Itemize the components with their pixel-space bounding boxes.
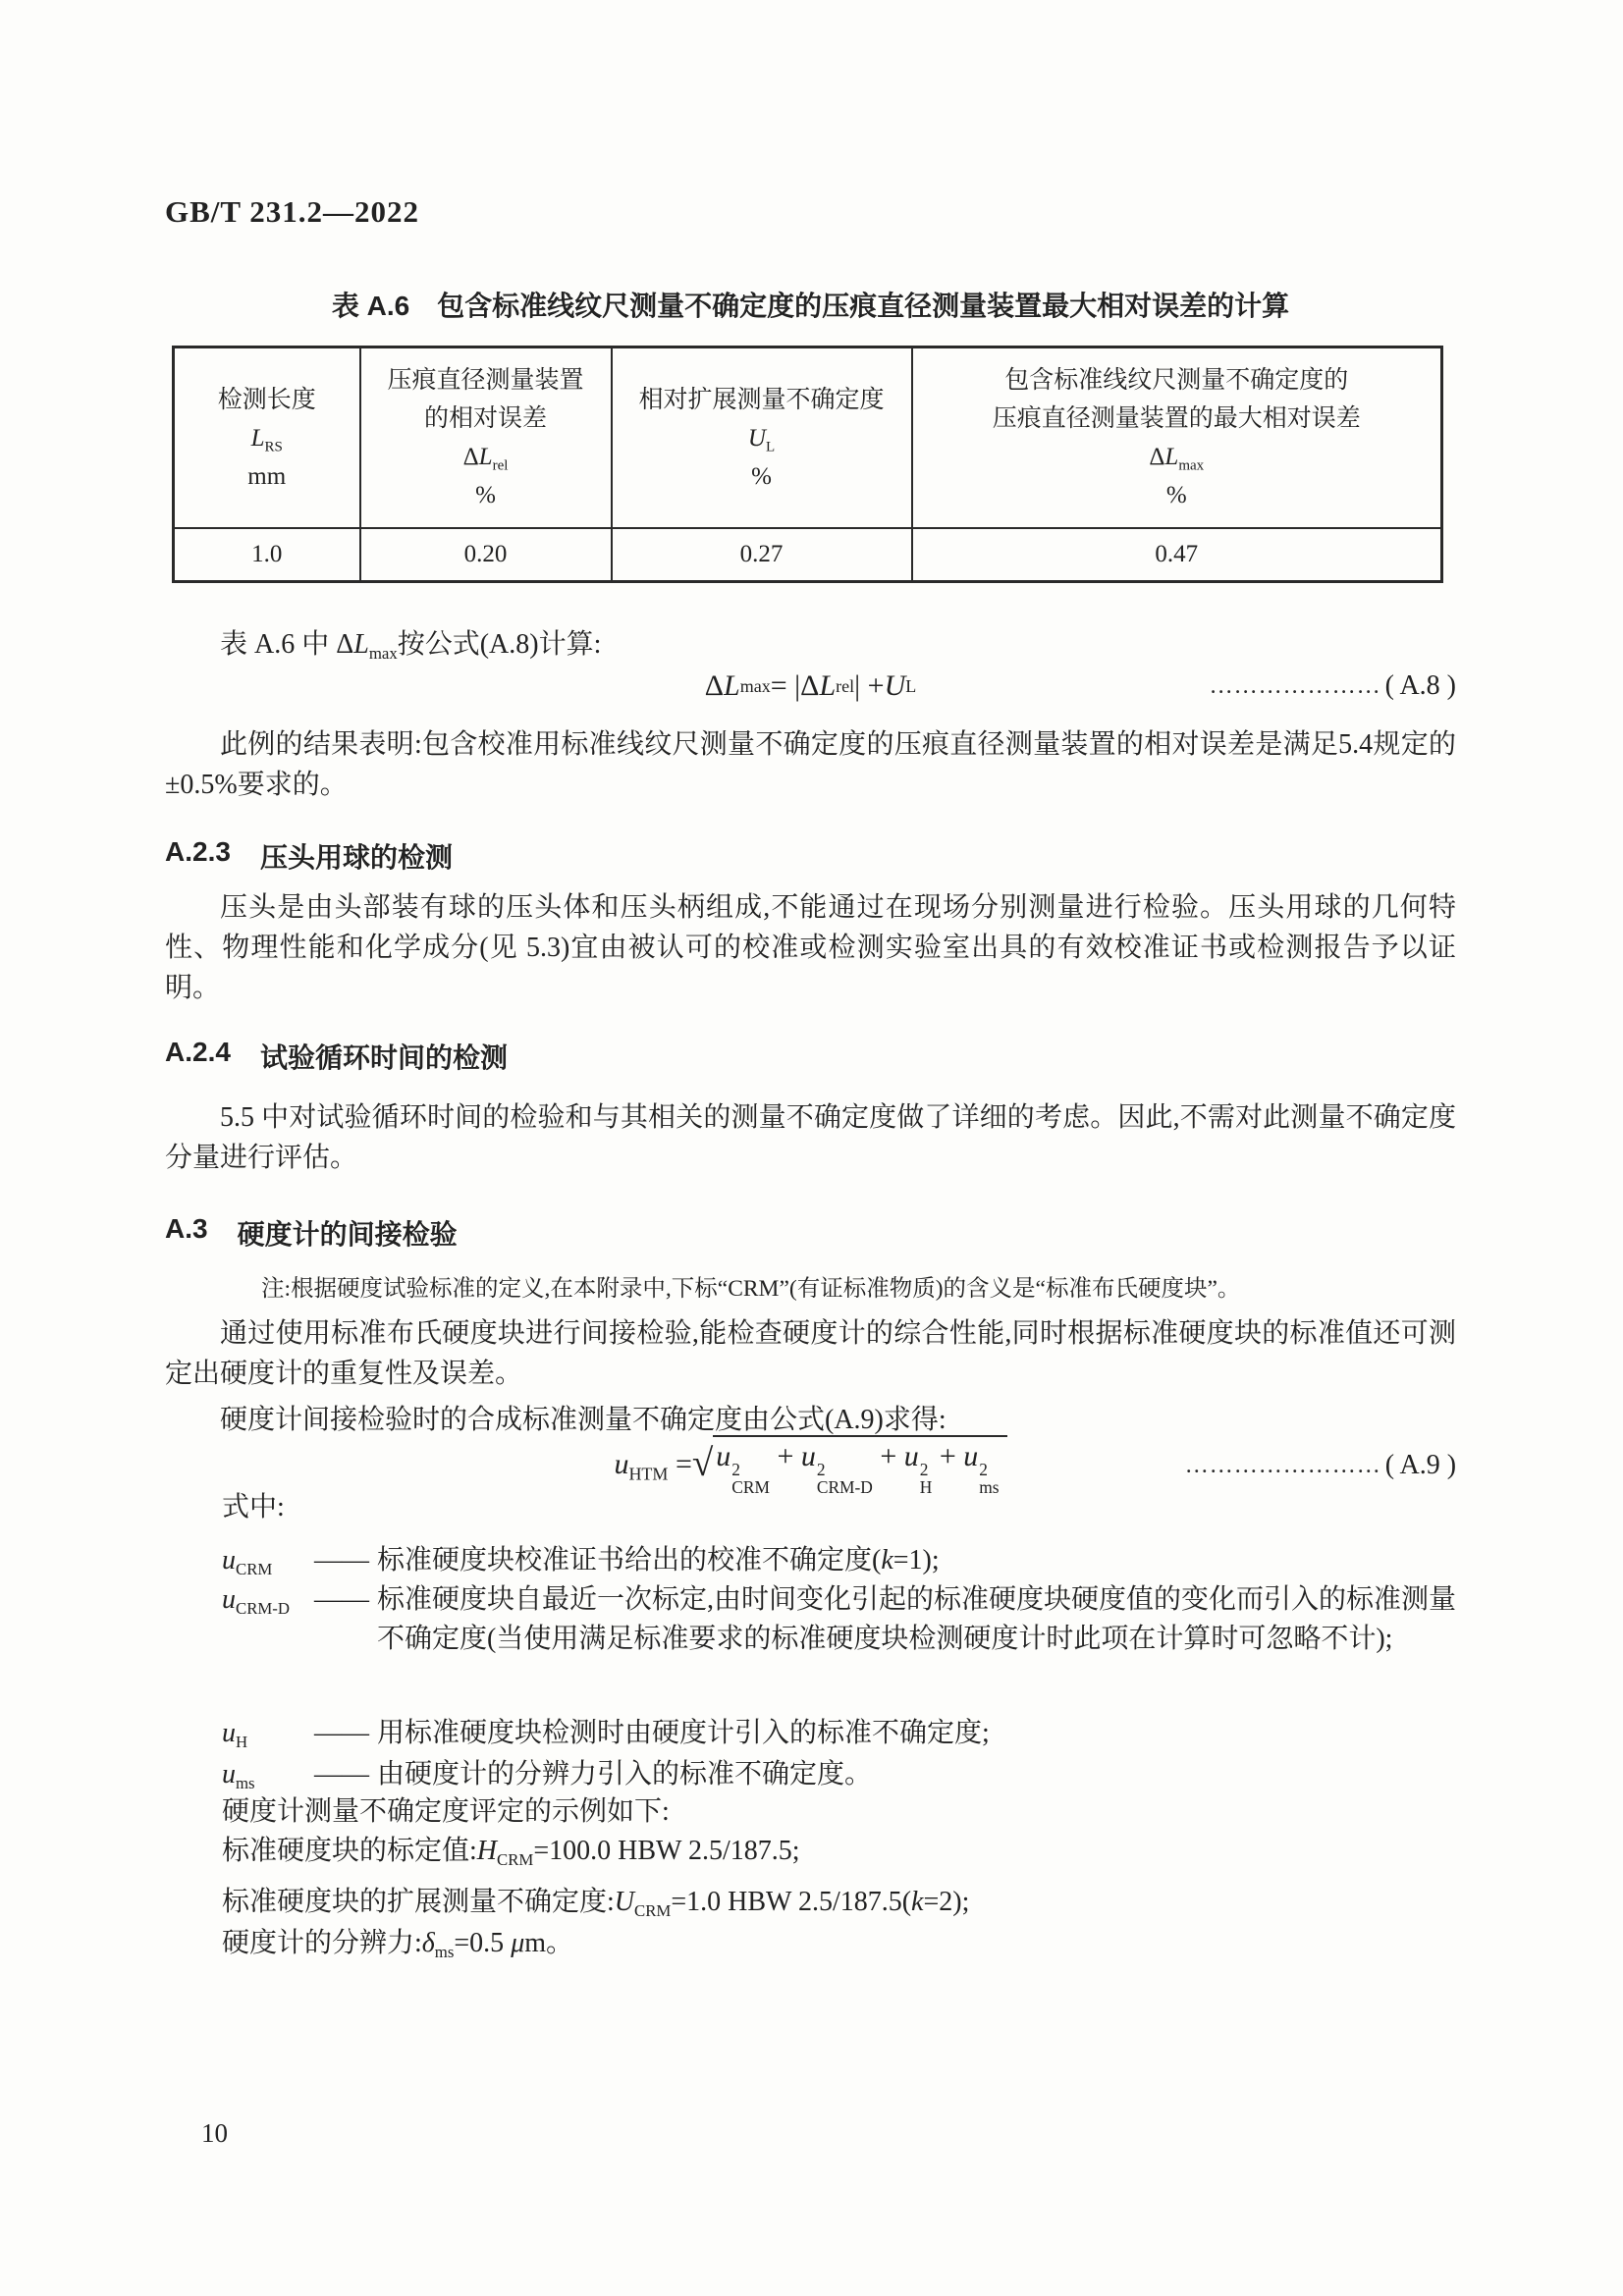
formula-a9-radicand: u 2 CRM + u 2 CRM-D + u 2 H + u 2 ms	[713, 1435, 1006, 1496]
definition-term: $u_{ms}$	[222, 1759, 255, 1792]
heading-a23	[165, 836, 1456, 876]
formula-a9	[614, 1435, 1006, 1496]
table-header-relative-error: 压痕直径测量装置 的相对误差 $\Delta L_{rel}$ %	[360, 347, 612, 529]
heading-a24-title: 试验循环时间的检测	[259, 1042, 508, 1073]
example-intro: 硬度计测量不确定度评定的示例如下:	[222, 1796, 670, 1827]
paragraph-a8-result: 此例的结果表明:包含校准用标准线纹尺测量不确定度的压痕直径测量装置的相对误差是满足5.4规定的±0.5%要求的。	[165, 729, 1456, 800]
formula-a8-right	[916, 670, 1456, 702]
table-a6	[172, 346, 1443, 583]
definition-u-crm-d	[165, 1580, 1456, 1659]
standard-number-header: GB/T 231.2—2022	[165, 194, 420, 229]
where-label: 式中:	[222, 1492, 285, 1522]
definition-u-ms	[165, 1755, 1456, 1794]
definition-u-h	[165, 1714, 1456, 1753]
definition-u-crm	[165, 1541, 1456, 1580]
heading-a3-title: 硬度计的间接检验	[237, 1219, 458, 1250]
heading-a23-number: A.2.3	[165, 836, 231, 867]
formula-a9-right	[1007, 1450, 1456, 1481]
heading-a3	[165, 1213, 1456, 1253]
definition-dash: ——	[314, 1584, 369, 1615]
heading-a23-title: 压头用球的检测	[259, 842, 453, 873]
definition-dash: ——	[314, 1718, 369, 1748]
paragraph-a24: 5.5 中对试验循环时间的检验和与其相关的测量不确定度做了详细的考虑。因此,不需对此测量不确定度分量进行评估。	[165, 1102, 1456, 1173]
formula-a8-row	[165, 669, 1456, 703]
table-data-row	[174, 528, 1442, 582]
paragraph-a3-1: 通过使用标准布氏硬度块进行间接检验,能检查硬度计的综合性能,同时根据标准硬度块的标准值还可测定出硬度计的重复性及误差。	[165, 1318, 1456, 1389]
example-line-calibrated-value: 标准硬度块的标定值$:H_{CRM}=100.0$ HBW 2.5/187.5;	[222, 1836, 800, 1869]
dotted-leader: ……………………	[1184, 1452, 1381, 1478]
definition-dash: ——	[314, 1545, 369, 1575]
formula-a9-row	[165, 1435, 1456, 1496]
table-cell-relative-error: 0.20	[360, 528, 612, 582]
heading-a24-number: A.2.4	[165, 1037, 231, 1067]
table-cell-expanded-uncertainty: 0.27	[612, 528, 912, 582]
table-header-max-relative-error: 包含标准线纹尺测量不确定度的 压痕直径测量装置的最大相对误差 $\Delta L_{max}$ %	[912, 347, 1442, 529]
definition-term: $u_{CRM-D}$	[222, 1584, 291, 1618]
table-cell-max-relative-error: 0.47	[912, 528, 1442, 582]
table-header-row	[174, 347, 1442, 529]
table-cell-test-length: 1.0	[174, 528, 360, 582]
formula-a8-intro: 表 A.6 中 $\Delta L_{max}$按公式(A.8)计算:	[220, 629, 602, 663]
definition-description: 用标准硬度块检测时由硬度计引入的标准不确定度;	[377, 1718, 990, 1748]
formula-a8-label: ( A.8 )	[1384, 670, 1456, 701]
formula-a9-lhs: $u_{HTM}$ =	[614, 1448, 692, 1484]
paragraph-a23: 压头是由头部装有球的压头体和压头柄组成,不能通过在现场分别测量进行检验。压头用球的几何特性、物理性能和化学成分(见 5.3)宜由被认可的校准或检测实验室出具的有效校准证书或检测报告予以证明。	[165, 892, 1456, 1003]
formula-a8: Δ L max = | Δ L rel | + U L	[704, 669, 917, 702]
definition-dash: ——	[314, 1759, 369, 1789]
table-header-test-length: 检测长度 $L_{RS}$ mm	[174, 347, 360, 529]
heading-a3-number: A.3	[165, 1213, 208, 1244]
formula-a9-label: ( A.9 )	[1384, 1450, 1457, 1481]
formula-a9-intro: 硬度计间接检验时的合成标准测量不确定度由公式(A.9)求得:	[220, 1405, 947, 1435]
definition-term: $u_H$	[222, 1718, 248, 1751]
table-header-expanded-uncertainty: 相对扩展测量不确定度 $U_L$ %	[612, 347, 912, 529]
example-line-expanded-uncertainty: 标准硬度块的扩展测量不确定度$:U_{CRM}=1.0$ HBW 2.5/187.5(k=2);	[222, 1887, 970, 1920]
heading-a24	[165, 1037, 1456, 1076]
definition-description: 标准硬度块自最近一次标定,由时间变化引起的标准硬度块硬度值的变化而引入的标准测量不确定度(当使用满足标准要求的标准硬度块检测硬度计时此项在计算时可忽略不计);	[377, 1584, 1457, 1654]
definition-description: 由硬度计的分辨力引入的标准不确定度。	[377, 1759, 873, 1789]
square-root-symbol: √	[691, 1441, 714, 1484]
definition-description: 标准硬度块校准证书给出的校准不确定度(k=1);	[377, 1545, 940, 1575]
page-number: 10	[201, 2118, 228, 2148]
note-crm-definition: 注:根据硬度试验标准的定义,在本附录中,下标“CRM”(有证标准物质)的含义是“标准布氏硬度块”。	[261, 1276, 1241, 1302]
definition-term: $u_{CRM}$	[222, 1545, 273, 1578]
dotted-leader: …………………	[1209, 672, 1381, 699]
example-line-resolution: 硬度计的分辨力$:\delta_{ms}=0.5$ μm。	[222, 1928, 574, 1961]
table-a6-title: 表 A.6 包含标准线纹尺测量不确定度的压痕直径测量装置最大相对误差的计算	[331, 291, 1290, 321]
